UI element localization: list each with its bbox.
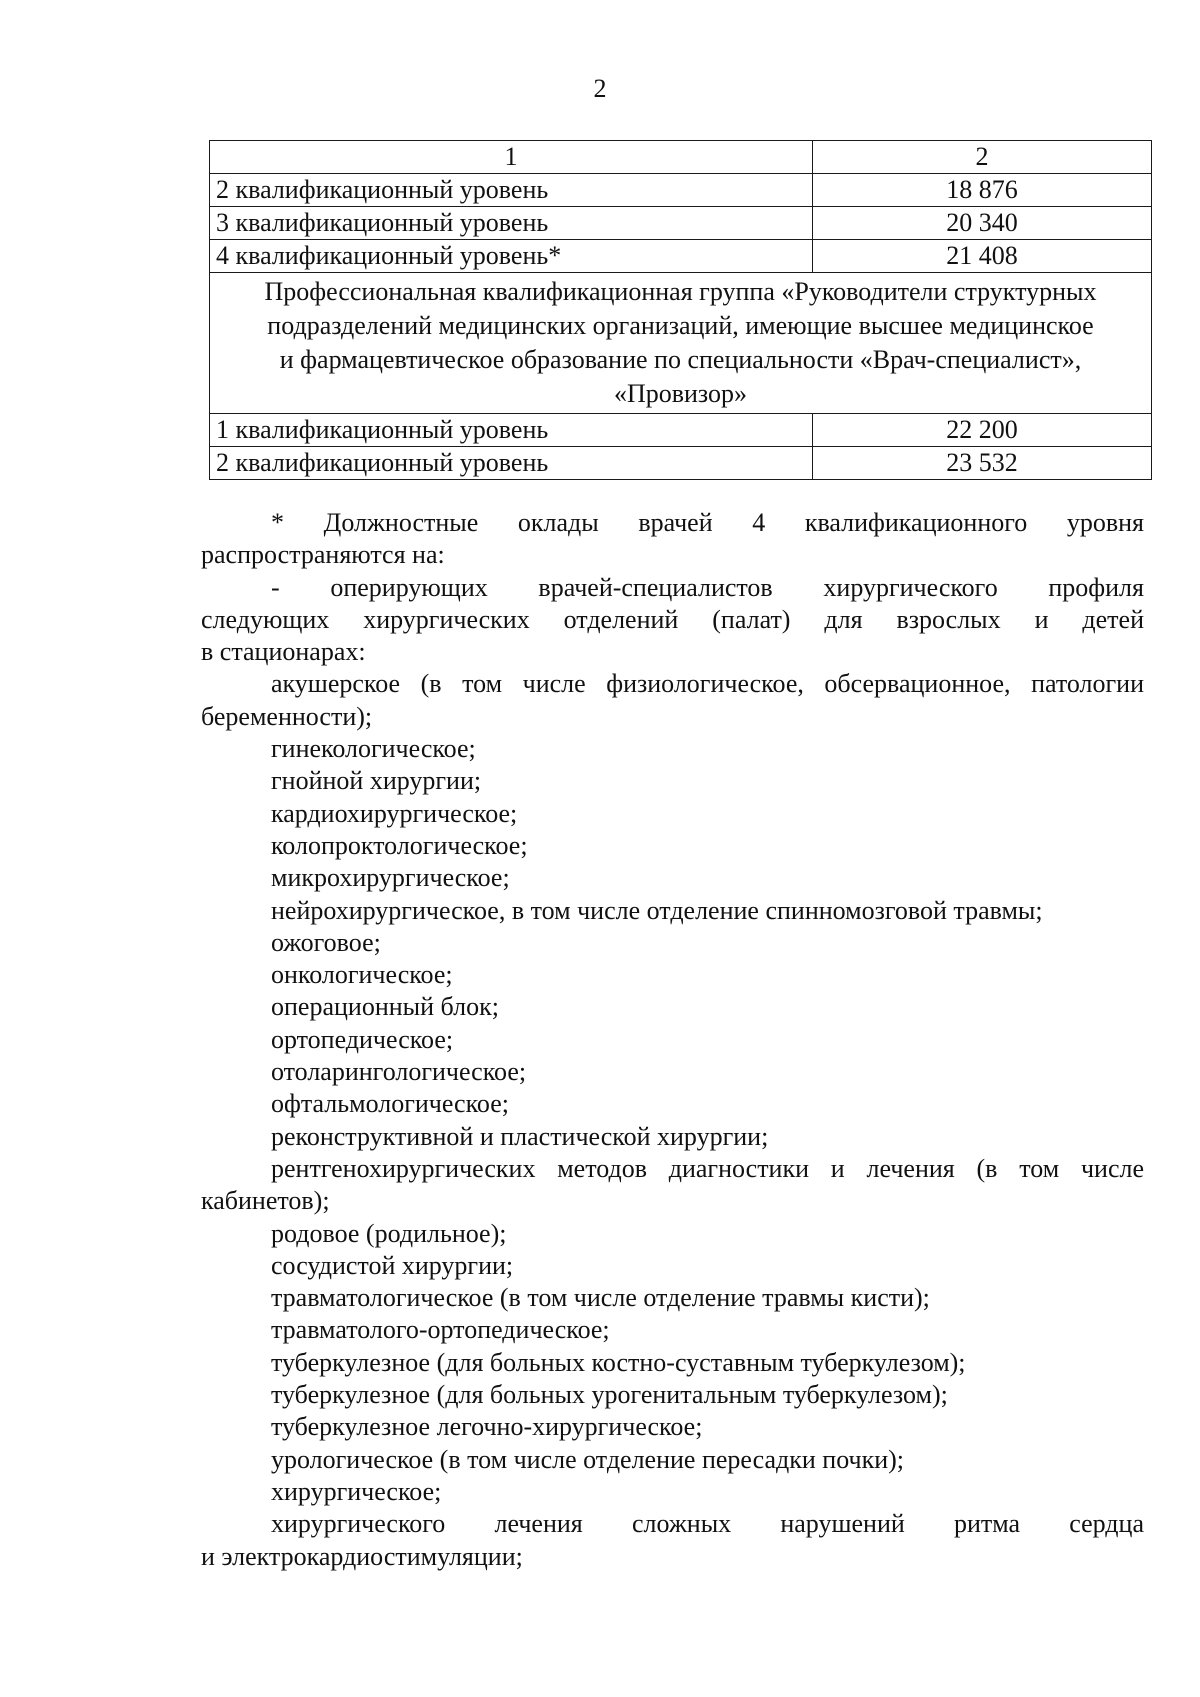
list-item: туберкулезное (для больных костно-суставным туберкулезом); <box>271 1347 966 1377</box>
list-item: микрохирургическое; <box>271 863 510 893</box>
list-item: гнойной хирургии; <box>271 766 482 796</box>
level-name: 1 квалификационный уровень <box>210 414 813 447</box>
list-item: реконструктивной и пластической хирургии; <box>271 1121 769 1151</box>
group-title-line: Профессиональная квалификационная группа «Руководители структурных <box>264 277 1097 306</box>
list-item: родовое (родильное); <box>271 1218 507 1248</box>
table-row <box>210 447 1152 480</box>
salary-value: 21 408 <box>813 240 1152 273</box>
list-item: отоларингологическое; <box>271 1057 527 1087</box>
list-item: акушерское (в том числе физиологическое, обсервационное, патологии <box>271 669 1144 699</box>
list-item: сосудистой хирургии; <box>271 1250 514 1280</box>
list-item-continuation: и электрокардиостимуляции; <box>201 1541 523 1571</box>
footnote-sub-line: в стационарах: <box>201 637 366 667</box>
footnote-sub-line: следующих хирургических отделений (палат) для взрослых и детей <box>201 604 1144 634</box>
list-item: хирургического лечения сложных нарушений ритма сердца <box>271 1509 1144 1539</box>
list-item: колопроктологическое; <box>271 830 528 860</box>
group-title-line: подразделений медицинских организаций, имеющие высшее медицинское <box>267 311 1094 340</box>
level-name: 4 квалификационный уровень* <box>210 240 813 273</box>
list-item: туберкулезное (для больных урогенитальным туберкулезом); <box>271 1380 948 1410</box>
footnote-intro-line: * Должностные оклады врачей 4 квалификационного уровня <box>271 508 1144 537</box>
list-item: ортопедическое; <box>271 1024 454 1054</box>
list-item: туберкулезное легочно-хирургическое; <box>271 1412 703 1442</box>
list-item: кардиохирургическое; <box>271 798 518 828</box>
list-item: офтальмологическое; <box>271 1089 509 1119</box>
salary-value: 18 876 <box>813 174 1152 207</box>
table-row <box>210 174 1152 207</box>
list-item: операционный блок; <box>271 992 499 1022</box>
list-item: ожоговое; <box>271 927 381 957</box>
list-item-continuation: беременности); <box>201 701 373 731</box>
table-row <box>210 414 1152 447</box>
level-name: 2 квалификационный уровень <box>210 447 813 480</box>
list-item: хирургическое; <box>271 1476 442 1506</box>
group-title-cell <box>210 273 1152 414</box>
list-item: травматологическое (в том числе отделение травмы кисти); <box>271 1283 930 1313</box>
list-item-continuation: кабинетов); <box>201 1186 330 1216</box>
salary-value: 20 340 <box>813 207 1152 240</box>
salary-value: 22 200 <box>813 414 1152 447</box>
table-row <box>210 240 1152 273</box>
list-item: травматолого-ортопедическое; <box>271 1315 610 1345</box>
level-name: 2 квалификационный уровень <box>210 174 813 207</box>
header-cell-2: 2 <box>813 141 1152 174</box>
footnote-sub-line: - оперирующих врачей-специалистов хирургического профиля <box>271 572 1144 602</box>
list-item: гинекологическое; <box>271 734 476 764</box>
list-item: рентгенохирургических методов диагностики и лечения (в том числе <box>271 1153 1144 1183</box>
salary-table <box>209 140 1152 480</box>
table-header-row <box>210 141 1152 174</box>
list-item: урологическое (в том числе отделение пересадки почки); <box>271 1444 905 1474</box>
page-number: 2 <box>593 74 607 103</box>
table-row <box>210 207 1152 240</box>
group-title-line: «Провизор» <box>613 379 748 408</box>
list-item: нейрохирургическое, в том числе отделение спинномозговой травмы; <box>271 895 1043 925</box>
footnote-text <box>201 507 1144 1573</box>
group-title-row <box>210 273 1152 414</box>
list-item: онкологическое; <box>271 960 453 990</box>
group-title-line: и фармацевтическое образование по специальности «Врач-специалист», <box>279 345 1082 374</box>
footnote-intro-line: распространяются на: <box>201 540 445 570</box>
salary-value: 23 532 <box>813 447 1152 480</box>
level-name: 3 квалификационный уровень <box>210 207 813 240</box>
header-cell-1: 1 <box>210 141 813 174</box>
